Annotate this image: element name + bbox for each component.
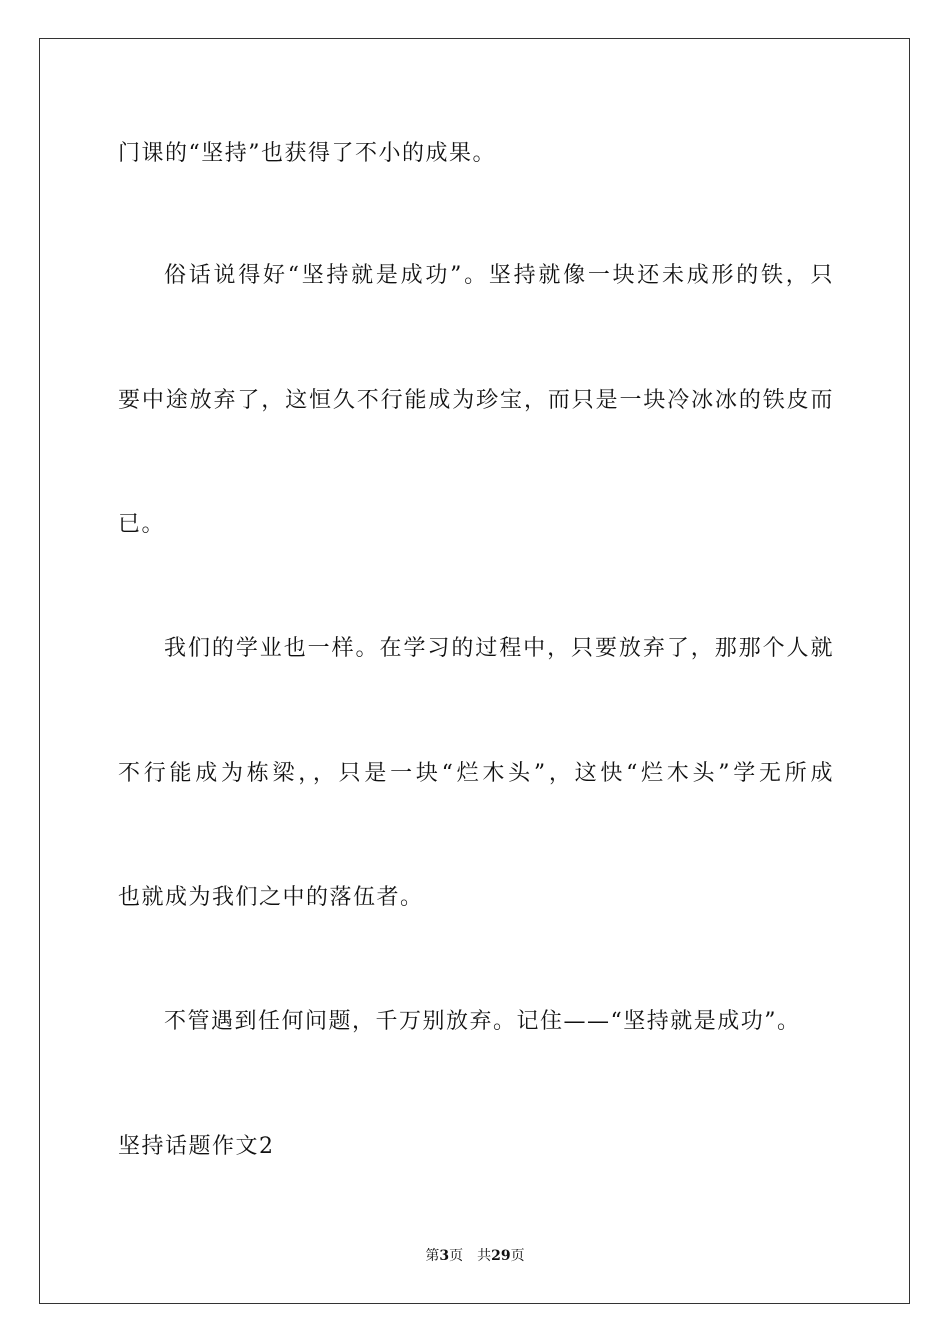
paragraph-2-line-1: 我们的学业也一样。在学习的过程中，只要放弃了，那那个人就 — [164, 636, 834, 661]
footer-total-suffix: 页 — [510, 1248, 525, 1264]
paragraph-2-line-2: 不行能成为栋梁，，只是一块“烂木头”，这快“烂木头”学无所成 — [118, 761, 834, 786]
paragraph-1-line-3: 已。 — [118, 512, 166, 537]
footer-page-number: 3 — [439, 1248, 450, 1264]
paragraph-3-line-1: 不管遇到任何问题，千万别放弃。记住——“坚持就是成功”。 — [164, 1009, 801, 1034]
footer-total-prefix: 共 — [477, 1248, 492, 1264]
footer-page-suffix: 页 — [449, 1248, 464, 1264]
paragraph-1-line-1: 俗话说得好“坚持就是成功”。坚持就像一块还未成形的铁，只 — [164, 263, 834, 288]
text-line-1: 门课的“坚持”也获得了不小的成果。 — [118, 141, 496, 166]
paragraph-2-line-3: 也就成为我们之中的落伍者。 — [118, 885, 424, 910]
footer-total-pages: 29 — [491, 1248, 511, 1264]
section-heading: 坚持话题作文2 — [118, 1134, 275, 1159]
footer-page-prefix: 第 — [425, 1248, 440, 1264]
page-footer — [0, 1247, 950, 1265]
page-border — [39, 38, 910, 1304]
paragraph-1-line-2: 要中途放弃了，这恒久不行能成为珍宝，而只是一块冷冰冰的铁皮而 — [118, 388, 834, 413]
